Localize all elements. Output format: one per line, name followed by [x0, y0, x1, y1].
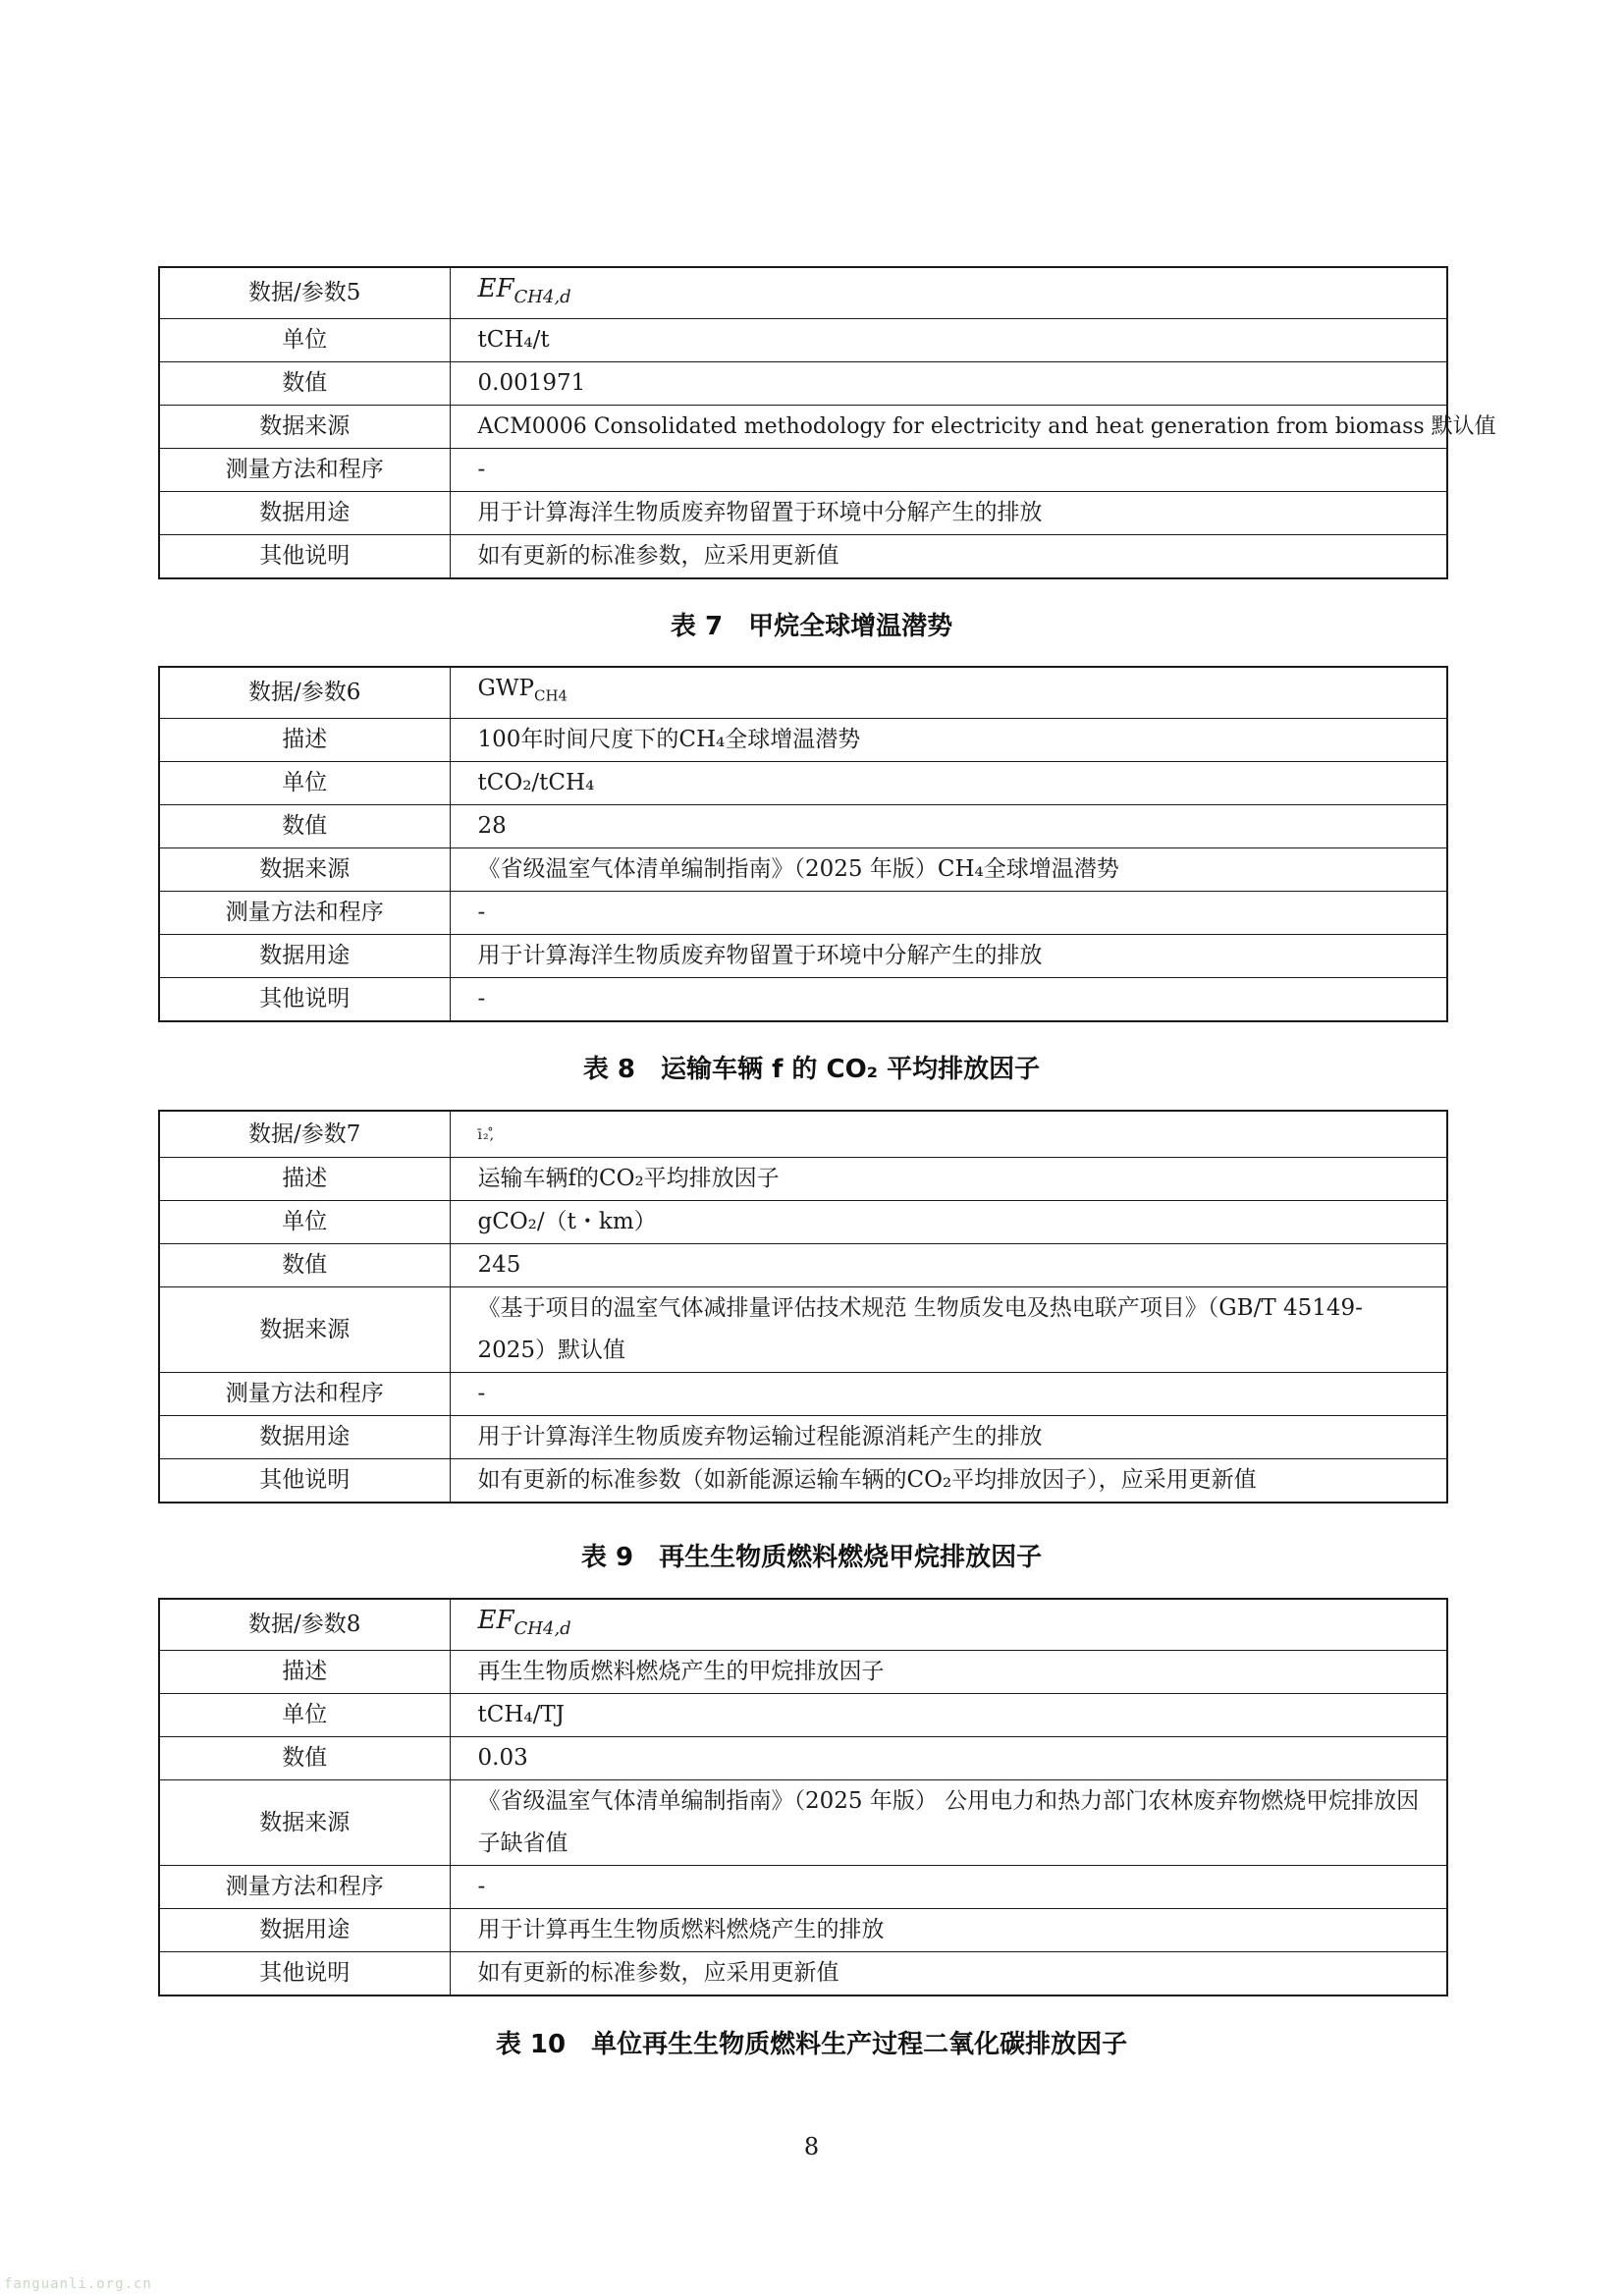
row-value: 100年时间尺度下的CH₄全球增温潜势 — [450, 718, 1447, 761]
row-value: - — [450, 449, 1447, 492]
row-label: 数据来源 — [159, 847, 450, 891]
table-row — [159, 1780, 1447, 1866]
page-number: 8 — [803, 2133, 820, 2160]
parameter-table-7 — [158, 1110, 1448, 1503]
row-label: 数据用途 — [159, 934, 450, 977]
table-caption-10: 表 10 单位再生生物质燃料生产过程二氧化碳排放因子 — [495, 2030, 1128, 2059]
row-value: $GWP_{CH4}$ — [450, 667, 1447, 718]
row-value: 用于计算再生生物质燃料燃烧产生的排放 — [450, 1909, 1447, 1952]
row-value: ACM0006 Consolidated methodology for electricity and heat generation from biomass 默认值 — [450, 406, 1447, 449]
row-label: 数据来源 — [159, 1287, 450, 1373]
row-label: 单位 — [159, 761, 450, 804]
row-value — [450, 1599, 1447, 1651]
parameter-table-5 — [158, 266, 1496, 579]
table-row — [159, 891, 1447, 934]
row-value: - — [450, 977, 1447, 1021]
table-row — [159, 667, 1447, 718]
table-row — [159, 362, 1447, 406]
table-row — [159, 1158, 1447, 1201]
row-label: 单位 — [159, 1201, 450, 1244]
formula-symbol: $EF_{CH4,d}$ — [477, 1606, 571, 1639]
table-row — [159, 847, 1447, 891]
table-row — [159, 449, 1447, 492]
table-row — [159, 267, 1447, 319]
row-label: 单位 — [159, 319, 450, 362]
parameter-table-6 — [158, 666, 1448, 1022]
table-row — [159, 1287, 1447, 1373]
row-value: 如有更新的标准参数，应采用更新值 — [450, 1952, 1447, 1996]
row-value: 如有更新的标准参数，应采用更新值 — [450, 535, 1447, 579]
row-label: 数据/参数5 — [159, 267, 450, 319]
row-value: 如有更新的标准参数（如新能源运输车辆的CO₂平均排放因子），应采用更新值 — [450, 1459, 1447, 1503]
row-value: 《基于项目的温室气体减排量评估技术规范 生物质发电及热电联产项目》（GB/T 45149-2025）默认值 — [450, 1287, 1447, 1373]
row-value: 再生生物质燃料燃烧产生的甲烷排放因子 — [450, 1651, 1447, 1694]
row-label: 其他说明 — [159, 977, 450, 1021]
row-label: 其他说明 — [159, 535, 450, 579]
formula-symbol: $EF_{CH4,d}$ — [477, 274, 571, 307]
row-label: 数据/参数6 — [159, 667, 450, 718]
row-label: 数值 — [159, 804, 450, 847]
table-row — [159, 1694, 1447, 1737]
row-value: 28 — [450, 804, 1447, 847]
row-label: 数据/参数7 — [159, 1111, 450, 1158]
row-value: 245 — [450, 1244, 1447, 1287]
row-value: 运输车辆f的CO₂平均排放因子 — [450, 1158, 1447, 1201]
row-value: 《省级温室气体清单编制指南》（2025 年版）CH₄全球增温潜势 — [450, 847, 1447, 891]
row-label: 单位 — [159, 1694, 450, 1737]
row-value: 用于计算海洋生物质废弃物运输过程能源消耗产生的排放 — [450, 1416, 1447, 1459]
table-caption-7: 表 7 甲烷全球增温潜势 — [670, 612, 953, 641]
row-value: - — [450, 1866, 1447, 1909]
table-row — [159, 761, 1447, 804]
table-row — [159, 1111, 1447, 1158]
row-label: 测量方法和程序 — [159, 449, 450, 492]
table-caption-9: 表 9 再生生物质燃料燃烧甲烷排放因子 — [580, 1543, 1043, 1572]
table-row — [159, 934, 1447, 977]
row-value: tCH₄/TJ — [450, 1694, 1447, 1737]
row-label: 数值 — [159, 362, 450, 406]
row-label: 测量方法和程序 — [159, 891, 450, 934]
row-label: 数据/参数8 — [159, 1599, 450, 1651]
row-value: - — [450, 891, 1447, 934]
row-label: 描述 — [159, 718, 450, 761]
table-row — [159, 1909, 1447, 1952]
row-label: 数据用途 — [159, 1416, 450, 1459]
row-value: ī₂,̊ — [450, 1111, 1447, 1158]
row-label: 数据来源 — [159, 406, 450, 449]
table-row — [159, 535, 1447, 579]
table-row — [159, 1373, 1447, 1416]
table-row — [159, 1651, 1447, 1694]
row-label: 数据来源 — [159, 1780, 450, 1866]
row-label: 数据用途 — [159, 1909, 450, 1952]
table-row — [159, 718, 1447, 761]
row-value: tCH₄/t — [450, 319, 1447, 362]
row-label: 测量方法和程序 — [159, 1866, 450, 1909]
row-label: 数据用途 — [159, 492, 450, 535]
row-value: 用于计算海洋生物质废弃物留置于环境中分解产生的排放 — [450, 492, 1447, 535]
row-label: 数值 — [159, 1244, 450, 1287]
table-row — [159, 1416, 1447, 1459]
parameter-table-8 — [158, 1598, 1448, 1996]
row-label: 其他说明 — [159, 1459, 450, 1503]
table-caption-8: 表 8 运输车辆 f 的 CO₂ 平均排放因子 — [582, 1055, 1041, 1084]
table-row — [159, 406, 1447, 449]
row-value: 用于计算海洋生物质废弃物留置于环境中分解产生的排放 — [450, 934, 1447, 977]
table-row — [159, 1459, 1447, 1503]
table-row — [159, 977, 1447, 1021]
table-row — [159, 1866, 1447, 1909]
row-value: tCO₂/tCH₄ — [450, 761, 1447, 804]
row-value: gCO₂/（t・km） — [450, 1201, 1447, 1244]
row-label: 测量方法和程序 — [159, 1373, 450, 1416]
row-label: 数值 — [159, 1737, 450, 1780]
table-row — [159, 1599, 1447, 1651]
table-row — [159, 804, 1447, 847]
row-value: 0.03 — [450, 1737, 1447, 1780]
row-value — [450, 267, 1447, 319]
row-value: 《省级温室气体清单编制指南》（2025 年版） 公用电力和热力部门农林废弃物燃烧甲烷排放因子缺省值 — [450, 1780, 1447, 1866]
watermark: fanguanli.org.cn — [4, 2276, 152, 2292]
table-row — [159, 1201, 1447, 1244]
table-row — [159, 1952, 1447, 1996]
row-label: 描述 — [159, 1651, 450, 1694]
row-label: 描述 — [159, 1158, 450, 1201]
table-row — [159, 1244, 1447, 1287]
table-row — [159, 492, 1447, 535]
row-label: 其他说明 — [159, 1952, 450, 1996]
row-value: - — [450, 1373, 1447, 1416]
table-row — [159, 1737, 1447, 1780]
row-value: 0.001971 — [450, 362, 1447, 406]
table-row — [159, 319, 1447, 362]
